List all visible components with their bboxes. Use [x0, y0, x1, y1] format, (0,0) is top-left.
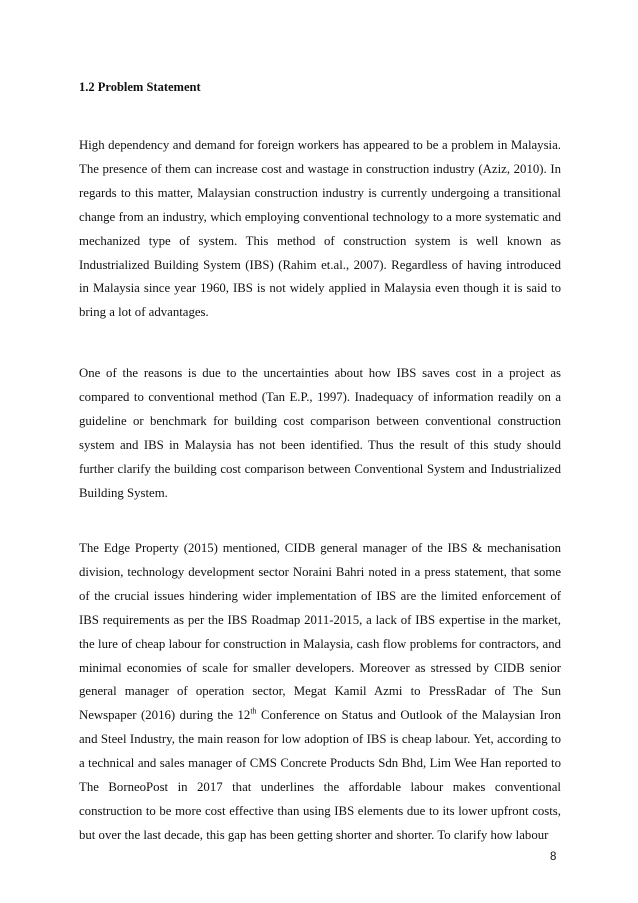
paragraph-text-before-superscript: The Edge Property (2015) mentioned, CIDB general manager of the IBS & mechanisation division, technology development sector Noraini Bahri noted in a press statement, that some of the crucial issues hindering wider implementation of IBS are the limited enforcement of IBS requirements as per the IBS Roadmap 2011-2015, a lack of IBS expertise in the market, the lure of cheap labour for construction in Malaysia, cash flow problems for contractors, and minimal economies of scale for smaller developers. Moreover as stressed by CIDB senior general manager of operation sector, Megat Kamil Azmi to PressRadar of The Sun Newspaper (2016) during the 12 [79, 541, 561, 723]
ordinal-superscript: th [250, 707, 257, 717]
paragraph-cost-uncertainty: One of the reasons is due to the uncertainties about how IBS saves cost in a project as compared to conventional method (Tan E.P., 1997). Inadequacy of information readily on a guideline or benchmark for building cost comparison between conventional construction system and IBS in Malaysia has not been identified. Thus the result of this study should further clarify the building cost comparison between Conventional System and Industrialized Building System. [79, 366, 561, 500]
paragraph-text-after-superscript: Conference on Status and Outlook of the Malaysian Iron and Steel Industry, the main reason for low adoption of IBS is cheap labour. Yet, according to a technical and sales manager of CMS Concrete Products Sdn Bhd, Lim Wee Han reported to The BorneoPost in 2017 that underlines the affordable labour makes conventional construction to be more cost effective than using IBS elements due to its lower upfront costs, but over the last decade, this gap has been getting shorter and shorter. To clarify how labour [79, 708, 561, 842]
page-number: 8 [550, 851, 557, 863]
paragraph-foreign-workers: High dependency and demand for foreign workers has appeared to be a problem in Malaysia. The presence of them can increase cost and wastage in construction industry (Aziz, 2010). In regards to this matter, Malaysian construction industry is currently undergoing a transitional change from an industry, which employing conventional technology to a more systematic and mechanized type of system. This method of construction system is well known as Industrialized Building System (IBS) (Rahim et.al., 2007). Regardless of having introduced in Malaysia since year 1960, IBS is not widely applied in Malaysia even though it is said to bring a lot of advantages. [79, 138, 561, 320]
section-heading: 1.2 Problem Statement [79, 80, 201, 94]
paragraph-ibs-issues [79, 537, 561, 848]
